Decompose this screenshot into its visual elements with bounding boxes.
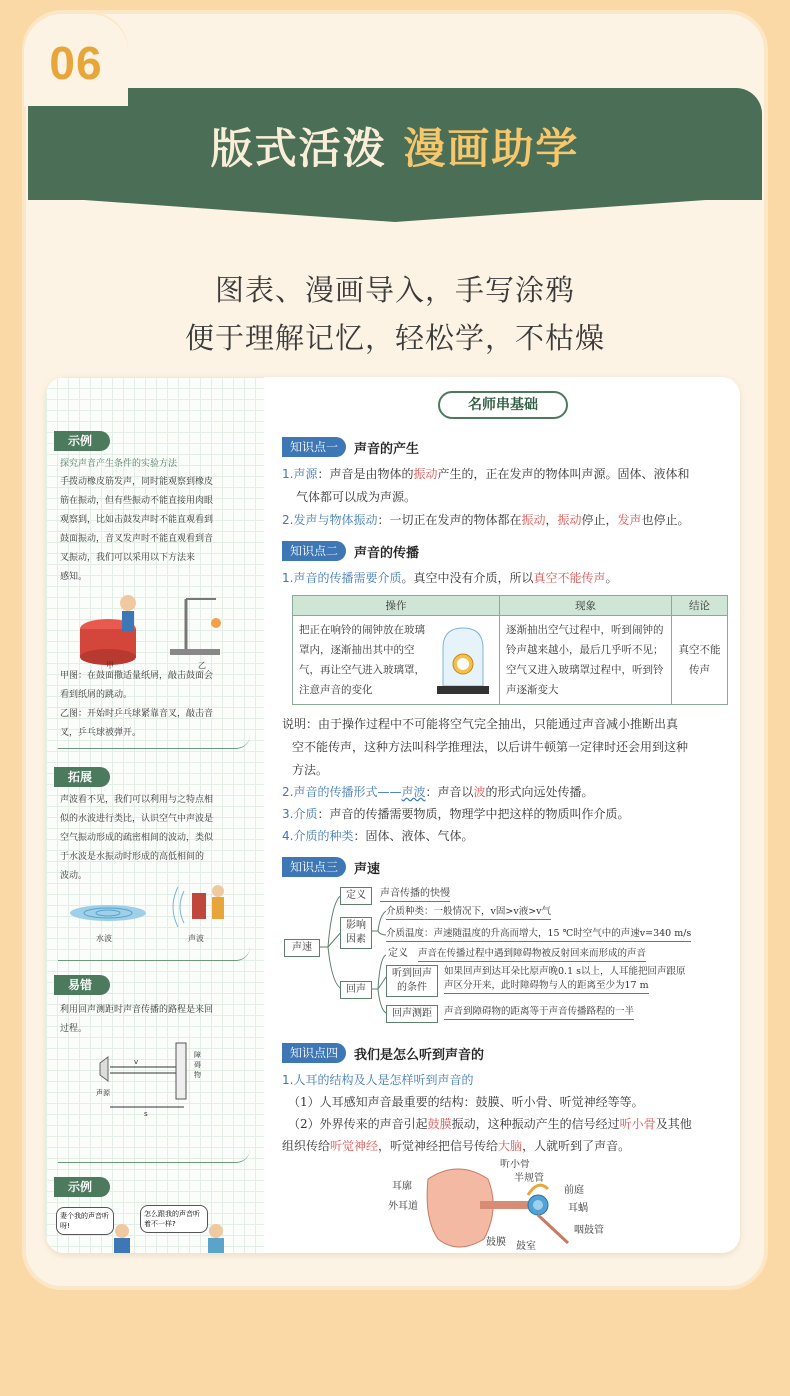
subtitle-line1: 图表、漫画导入，手写涂鸦 <box>214 273 575 307</box>
note-line: 观察到，比如击鼓发声时不能直观看到 <box>60 515 214 525</box>
note-line: 于水波是水振动时形成的高低相间的 <box>60 852 205 862</box>
note-line: 似的水波进行类比，认识空气中声波是 <box>60 814 214 824</box>
kp4-line3: 组织传给听觉神经，听觉神经把信号传给大脑，人就听到了声音。 <box>282 1139 631 1153</box>
ear-label: 外耳道 <box>388 1201 418 1212</box>
example-tag: 示例 <box>54 431 110 451</box>
note-line: 筋在振动，但有些振动不能直接用肉眼 <box>60 496 214 506</box>
kp2-line1: 1.声音的传播需要介质。真空中没有介质，所以真空不能传声。 <box>282 571 618 585</box>
note-line: 利用回声测距时声音传播的路程是来回 <box>60 1005 214 1015</box>
book-page <box>46 377 740 1253</box>
kp1-title: 声音的产生 <box>354 441 420 457</box>
ear-diagram <box>388 1159 638 1253</box>
fig-label-b: 乙 <box>198 661 206 669</box>
subtitle-line2: 便于理解记忆，轻松学，不枯燥 <box>184 321 605 355</box>
knowledge-point-2 <box>282 541 419 561</box>
note-line: 叉，乒乓球被弹开。 <box>60 728 142 738</box>
mistake-para <box>60 1001 250 1039</box>
table-header: 结论 <box>672 596 728 616</box>
main-content <box>278 377 730 1253</box>
table-header: 现象 <box>500 596 672 616</box>
mindmap-def-text: 声音传播的快慢 <box>380 887 450 902</box>
extension-para <box>60 791 250 886</box>
mistake-tag: 易错 <box>54 975 110 995</box>
mindmap-echo-cond-label: 听到回声的条件 <box>386 965 438 997</box>
mindmap-def-label: 定义 <box>340 887 372 905</box>
note-line: 乙图：开始时乒乓球紧靠音叉，敲击音 <box>60 709 214 719</box>
note-line: 过程。 <box>60 1024 88 1034</box>
table-cell-phenomenon: 逐渐抽出空气过程中，听到闹钟的铃声越来越小，最后几乎听不见；空气又进入玻璃罩过程中，听到铃声逐渐变大 <box>500 616 672 705</box>
ear-label: 鼓室 <box>516 1241 536 1252</box>
ear-label: 咽鼓管 <box>574 1225 604 1236</box>
divider <box>58 947 250 961</box>
echo-label-obs1: 障 <box>194 1051 201 1059</box>
mindmap-echo-meas-label: 回声测距 <box>386 1005 438 1023</box>
table-cell-conclusion: 真空不能传声 <box>672 616 728 705</box>
table-cell-operation: 把正在响铃的闹钟放在玻璃罩内，逐渐抽出其中的空气，再让空气进入玻璃罩，注意声音的变化 <box>293 616 500 705</box>
note-line: 手拨动橡皮筋发声，同时能观察到橡皮 <box>60 477 214 487</box>
kp1-tag: 知识点一 <box>282 437 346 457</box>
kp2-item2: 2.声音的传播形式——声波：声音以波的形式向远处传播。 <box>282 785 594 799</box>
note-line: 空气振动形成的疏密相间的波动，类似 <box>60 833 214 843</box>
sound-speed-mindmap <box>282 885 728 1035</box>
kp3-title: 声速 <box>354 861 381 877</box>
note-line: 感知。 <box>60 572 88 582</box>
note-line2: 空不能传声，这种方法叫科学推理法，以后讲牛顿第一定律时还会用到这种 <box>292 740 689 754</box>
kp4-title: 我们是怎么听到声音的 <box>354 1047 485 1063</box>
ear-label: 耳廓 <box>392 1181 412 1192</box>
banner-point <box>28 196 762 222</box>
wave-label-water: 水波 <box>96 934 112 943</box>
speech-bubble-2: 怎么跟我的声音听着不一样? <box>140 1205 208 1233</box>
kp3-tag: 知识点三 <box>282 857 346 877</box>
kp4-tag: 知识点四 <box>282 1043 346 1063</box>
note-line: 甲图：在鼓面撒适量纸屑，敲击鼓面会 <box>60 671 214 681</box>
wave-illustration <box>66 877 246 947</box>
note-line1: 说明：由于操作过程中不可能将空气完全抽出，只能通过声音减小推断出真 <box>282 717 679 731</box>
mindmap-echo-cond1: 如果回声到达耳朵比原声晚0.1 s以上，人耳能把回声跟原 <box>444 966 686 977</box>
fig-label-a: 甲 <box>106 661 114 669</box>
mindmap-echo-def-label: 定义 <box>388 948 408 959</box>
mindmap-echo-def: 声音在传播过程中遇到障碍物被反射回来而形成的声音 <box>418 947 646 962</box>
kp4-line2: （2）外界传来的声音引起鼓膜振动，这种振动产生的信号经过听小骨及其他 <box>288 1117 692 1131</box>
kp2-tag: 知识点二 <box>282 541 346 561</box>
section-title: 名师串基础 <box>438 391 568 419</box>
example-para2 <box>60 667 250 743</box>
divider <box>58 1149 250 1163</box>
divider <box>58 735 250 749</box>
badge-number: 06 <box>49 37 103 89</box>
mindmap-factor2: 介质温度：声速随温度的升高而增大，15 ℃时空气中的声速v=340 m/s <box>386 927 691 942</box>
knowledge-point-1 <box>282 437 419 457</box>
note-line: 波动。 <box>60 871 88 881</box>
kp2-title: 声音的传播 <box>354 545 420 561</box>
kp4-line1: （1）人耳感知声音最重要的结构：鼓膜、听小骨、听觉神经等等。 <box>288 1095 644 1109</box>
mindmap-echo-label: 回声 <box>340 981 372 999</box>
kp1-line1: 1.声源：声音是由物体的振动产生的，正在发声的物体叫声源。固体、液体和 <box>282 467 690 481</box>
bell-jar-icon <box>433 622 493 698</box>
banner-title-white: 版式活泼 <box>210 124 387 173</box>
note-line: 看到纸屑的跳动。 <box>60 690 133 700</box>
mindmap-echo-meas: 声音到障碍物的距离等于声音传播路程的一半 <box>444 1005 634 1020</box>
echo-diagram <box>86 1037 246 1117</box>
ear-label: 鼓膜 <box>486 1237 506 1248</box>
mindmap-root: 声速 <box>284 939 320 957</box>
kp2-item4: 4.介质的种类：固体、液体、气体。 <box>282 829 474 843</box>
kp4-subheading: 1.人耳的结构及人是怎样听到声音的 <box>282 1073 474 1087</box>
echo-label-obs3: 物 <box>194 1071 201 1079</box>
knowledge-point-4 <box>282 1043 484 1063</box>
kids-illustration <box>106 1223 246 1253</box>
knowledge-point-3 <box>282 857 380 877</box>
banner-title <box>0 116 790 176</box>
kp1-line2: 气体都可以成为声源。 <box>296 490 417 504</box>
ear-label: 半规管 <box>514 1173 544 1184</box>
ear-label: 前庭 <box>564 1185 584 1196</box>
banner-title-yellow: 漫画助学 <box>403 124 580 173</box>
wave-label-sound: 声波 <box>188 934 204 943</box>
mindmap-echo-cond2: 声区分开来，此时障碍物与人的距离至少为17 m <box>444 979 649 994</box>
echo-label-obs2: 碍 <box>194 1061 201 1069</box>
note-line: 鼓面振动，音叉发声时不能直观看到音 <box>60 534 214 544</box>
experiment-table <box>292 595 728 705</box>
kp1-line3: 2.发声与物体振动：一切正在发声的物体都在振动，振动停止，发声也停止。 <box>282 513 690 527</box>
note-line3: 方法。 <box>292 763 329 777</box>
ear-label: 耳蜗 <box>568 1203 588 1214</box>
kp2-item3: 3.介质：声音的传播需要物质，物理学中把这样的物质叫作介质。 <box>282 807 630 821</box>
note-line: 声波看不见，我们可以利用与之特点相 <box>60 795 214 805</box>
table-header: 操作 <box>293 596 500 616</box>
speech-bubble-1: 妻个我的声音听呀! <box>56 1207 114 1235</box>
example-heading: 探究声音产生条件的实验方法 <box>60 459 178 469</box>
example-tag-2: 示例 <box>54 1177 110 1197</box>
extension-tag: 拓展 <box>54 767 110 787</box>
number-badge <box>24 14 128 106</box>
note-line: 叉振动，我们可以采用以下方法来 <box>60 553 196 563</box>
echo-label-v: v <box>134 1058 139 1066</box>
example-para1 <box>60 473 250 587</box>
ear-label: 听小骨 <box>500 1159 530 1170</box>
echo-label-source: 声源 <box>96 1089 110 1097</box>
mindmap-factor1: 介质种类：一般情况下，v固>v液>v气 <box>386 905 551 920</box>
drum-tuningfork-illustration <box>66 589 246 669</box>
mindmap-factor-label: 影响因素 <box>340 917 372 949</box>
margin-notes <box>46 377 264 1253</box>
echo-label-s: s <box>144 1110 148 1117</box>
